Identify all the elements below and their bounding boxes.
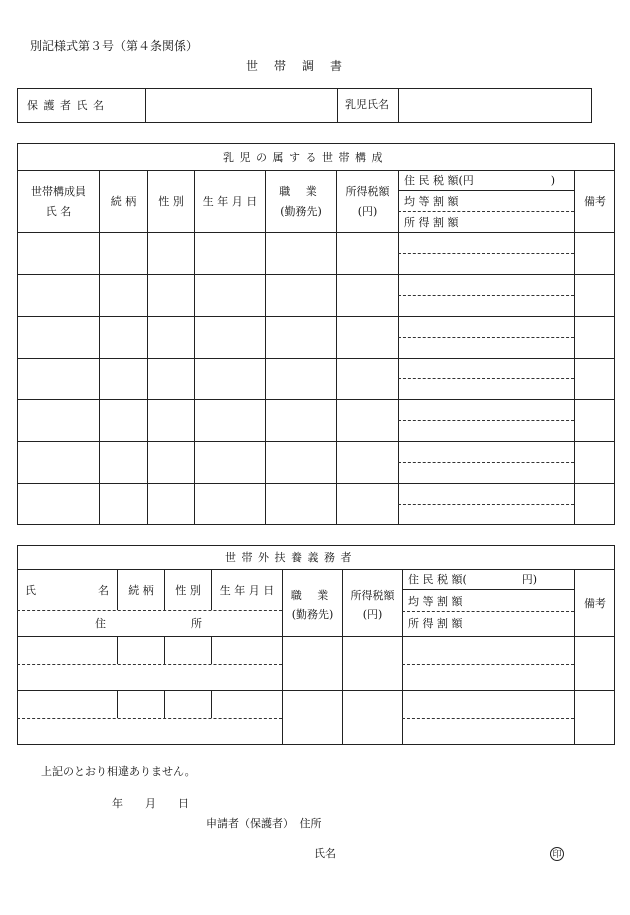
- seal-icon: 印: [550, 847, 564, 861]
- dependents-section-title: 世 帯 外 扶 養 義 務 者: [225, 551, 353, 564]
- dep-col-equal-split: 均 等 割 額: [408, 595, 463, 608]
- page-title: 世 帯 調 書: [246, 59, 345, 73]
- dep-col-occupation: 職 業: [290, 589, 335, 602]
- dep-col-birthdate: 生 年 月 日: [219, 584, 275, 597]
- dep-col-name-a: 氏: [25, 584, 36, 597]
- guardian-name-field[interactable]: [146, 89, 336, 122]
- col-sex: 性 別: [158, 195, 184, 208]
- col-member-name: 氏 名: [45, 205, 72, 218]
- dep-col-resident-tax: 住 民 税 額( 円): [408, 573, 538, 586]
- dep-col-address-a: 住: [95, 617, 106, 630]
- col-income-tax-unit: (円): [357, 205, 378, 218]
- col-occupation: 職 業: [279, 185, 323, 198]
- col-workplace: (勤務先): [280, 205, 322, 218]
- declaration-text: 上記のとおり相違ありません。: [41, 765, 196, 778]
- col-resident-tax: 住 民 税 額(円 ): [404, 174, 556, 187]
- infant-name-field[interactable]: [399, 89, 591, 122]
- applicant-name-label: 氏名: [314, 847, 336, 860]
- dep-col-remarks: 備考: [584, 597, 606, 610]
- infant-name-label: 乳児氏名: [345, 98, 389, 111]
- col-remarks: 備考: [584, 195, 606, 208]
- col-relation: 続 柄: [110, 195, 137, 208]
- dep-col-income-split: 所 得 割 額: [408, 617, 463, 630]
- dep-col-income-tax-unit: (円): [362, 608, 383, 621]
- col-equal-split: 均 等 割 額: [404, 195, 459, 208]
- household-section-title: 乳 児 の 属 す る 世 帯 構 成: [223, 151, 384, 164]
- dep-col-sex: 性 別: [175, 584, 201, 597]
- guardian-name-label: 保 護 者 氏 名: [27, 99, 105, 112]
- applicant-address-label: 申請者（保護者） 住所: [206, 817, 322, 830]
- col-birthdate: 生 年 月 日: [202, 195, 258, 208]
- col-income-split: 所 得 割 額: [404, 216, 459, 229]
- col-member: 世帯構成員: [31, 185, 86, 198]
- dep-col-name-b: 名: [98, 584, 109, 597]
- date-line: 年 月 日: [112, 797, 189, 810]
- dep-col-relation: 続 柄: [128, 584, 154, 597]
- dep-col-income-tax: 所得税額: [350, 589, 395, 602]
- col-income-tax: 所得税額: [345, 185, 390, 198]
- dep-col-address-b: 所: [191, 617, 202, 630]
- form-number: 別記様式第３号（第４条関係）: [30, 39, 199, 53]
- dep-col-workplace: (勤務先): [291, 608, 334, 621]
